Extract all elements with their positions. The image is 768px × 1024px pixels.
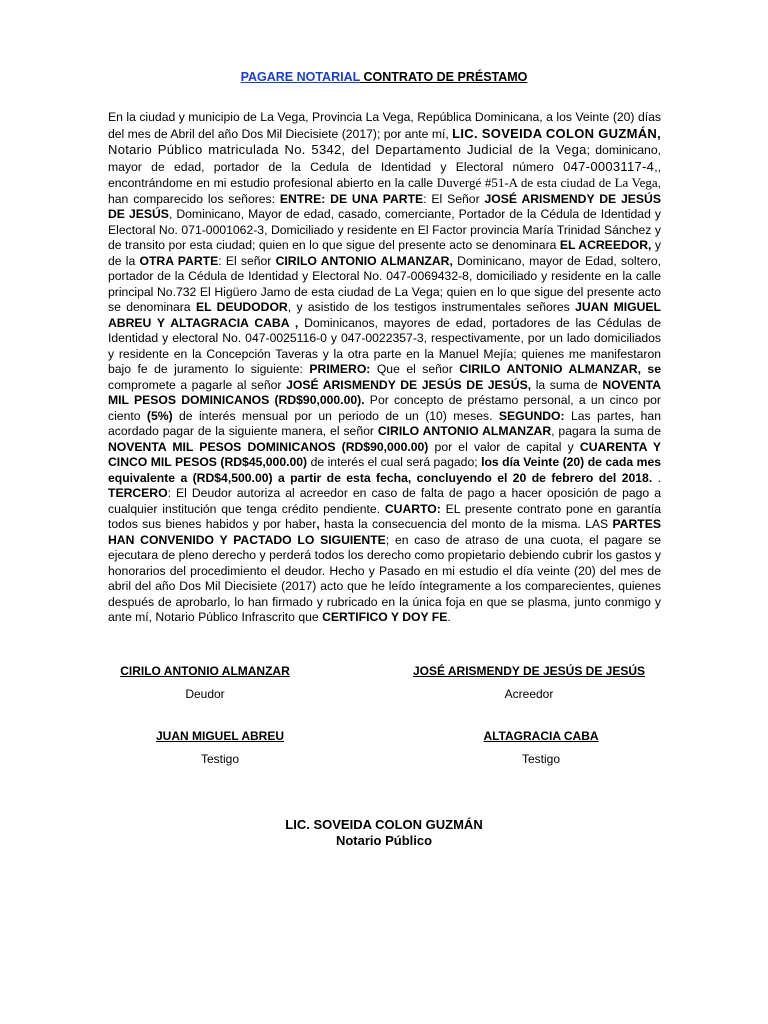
body-text: por el valor de capital y	[428, 439, 580, 454]
debtor-label: EL DEUDODOR	[195, 300, 288, 314]
clause-heading: SEGUNDO:	[498, 408, 565, 423]
body-text: Por concepto de préstamo personal, a un cinco por ciento	[108, 393, 661, 423]
signer-role: Testigo	[521, 752, 561, 766]
body-text: de interés el cual será pagado;	[307, 455, 482, 469]
signer-name: JUAN MIGUEL ABREU	[155, 729, 284, 743]
contract-body	[108, 110, 661, 626]
signer-name: CIRILO ANTONIO ALMANZAR	[120, 664, 290, 678]
loan-amount: NOVENTA MIL PESOS DOMINICANOS (RD$90,000.00).	[108, 377, 662, 407]
body-text: En la ciudad y municipio de La Vega, Provincia La Vega, República Dominicana, a los Veinte (20) días del mes de Abril del año Dos Mil Diecisiete (2017); por ante mí,	[108, 110, 661, 141]
body-text: Que el señor	[370, 362, 460, 376]
notary-title: Notario Público	[335, 833, 433, 848]
signer-name: JOSÉ ARISMENDY DE JESÚS DE JESÚS	[412, 664, 646, 678]
cedula-number: 047-0003117-4	[563, 158, 655, 174]
body-text: , pagara la suma de	[551, 424, 661, 438]
clause-heading: PARTES HAN CONVENIDO Y PACTADO LO SIGUIENTE	[108, 517, 661, 547]
body-text: , han comparecido los señores:	[108, 176, 662, 206]
body-text: , y asistido de los testigos instrumentales señores	[287, 300, 576, 314]
notary-name: LIC. SOVEIDA COLON GUZMÁN	[285, 817, 483, 832]
body-text: hasta la consecuencia del monto de la misma. LAS	[319, 517, 613, 531]
witnesses-inline: JUAN MIGUEL ABREU Y ALTAGRACIA CABA ,	[108, 300, 661, 330]
debtor-name-inline: CIRILO ANTONIO ALMANZAR, se	[459, 362, 661, 376]
notary-name-inline: LIC. SOVEIDA COLON GUZMÁN,	[452, 125, 661, 141]
body-text: .	[447, 610, 451, 624]
body-text: Notario Público matriculada No. 5342, del Departamento Judicial de la Vega	[108, 142, 587, 157]
party-heading: ENTRE: DE UNA PARTE	[279, 191, 424, 206]
body-text: : El Señor	[423, 191, 485, 206]
body-text: Dominicano, mayor de Edad, soltero, portador de la Cédula de Identidad y Electoral No. 047-0069432-8, domiciliado y residente en la calle principal No.732 El Higüero Jamo de esta ciudad de La Vega; quien en lo que sigue del presente acto se denominara	[108, 253, 661, 314]
body-text: EL presente contrato pone en garantía todos sus bienes habidos y por haber	[108, 501, 661, 531]
signature-creditor	[384, 664, 674, 701]
document-title	[0, 70, 768, 84]
signature-witness-1	[120, 729, 320, 766]
party-heading: OTRA PARTE	[139, 253, 219, 268]
notary-signature-block	[0, 817, 768, 849]
clause-heading: TERCERO	[108, 486, 168, 500]
body-text: : El señor	[218, 253, 276, 268]
body-text: .	[652, 470, 661, 485]
debtor-name-inline: CIRILO ANTONIO ALMANZAR	[377, 424, 552, 438]
interest-rate: (5%)	[146, 408, 173, 423]
signer-name: ALTAGRACIA CABA	[483, 729, 599, 743]
body-text: compromete a pagarle al señor	[108, 377, 287, 392]
payment-schedule: los día Veinte (20) de cada mes equivalente a (RD$4,500.00) a partir de esta fecha, concluyendo el 20 de febrero del 2018.	[108, 455, 662, 485]
creditor-label: EL ACREEDOR,	[559, 238, 652, 252]
interest-amount: CUARENTA Y CINCO MIL PESOS (RD$45,000.00)	[108, 439, 661, 469]
loan-amount: NOVENTA MIL PESOS DOMINICANOS (RD$90,000.00)	[108, 439, 429, 454]
signer-role: Testigo	[200, 752, 240, 766]
clause-heading: CUARTO:	[384, 501, 441, 516]
punctuation: ,	[316, 517, 320, 531]
signature-debtor	[90, 664, 320, 701]
body-text: , Dominicano, Mayor de edad, casado, comerciante, Portador de la Cédula de Identidad y Electoral No. 071-0001062-3, Domiciliado y residente en El Factor provincia María Trinidad Sánchez y de transito por esta ciudad; quien en lo que sigue del presente acto se denominara	[108, 207, 661, 252]
creditor-name-inline: JOSÉ ARISMENDY DE JESÚS DE JESÚS	[108, 191, 661, 221]
signature-witness-2	[441, 729, 641, 766]
body-text: : El Deudor autoriza al acreedor en caso de falta de pago a hacer oposición de pago a cualquier institución que tenga crédito pendiente.	[108, 486, 661, 516]
debtor-name-inline: CIRILO ANTONIO ALMANZAR,	[275, 253, 453, 268]
body-text: y de la	[108, 238, 661, 268]
clause-heading: PRIMERO:	[309, 362, 371, 376]
certification: CERTIFICO Y DOY FE	[322, 610, 448, 624]
title-link[interactable]: PAGARE NOTARIAL	[240, 70, 361, 84]
body-text: ,, encontrándome en mi estudio profesional abierto en la calle	[108, 159, 661, 190]
body-text: Las partes, han acordado pagar de la siguiente manera, el señor	[108, 408, 661, 438]
signer-role: Acreedor	[504, 687, 554, 701]
body-text: ; en caso de atraso de una cuota, el pagare se ejecutara de pleno derecho y perderá todos los derecho como propietario debiendo cubrir los gastos y honorarios del procedimiento el deudor. Hecho y Pasado en mi estudio el día veinte (20) del mes de abril del año Dos Mil Diecisiete (2017) acto que he leído íntegramente a los comparecientes, quienes después de aprobarlo, lo han firmado y rubricado en la única foja en que se plasma, junto conmigo y ante mí, Notario Público Infrascrito que	[108, 532, 661, 624]
creditor-name-inline: JOSÉ ARISMENDY DE JESÚS DE JESÚS,	[286, 377, 532, 392]
signer-role: Deudor	[185, 687, 225, 701]
body-text: de interés mensual por un periodo de un (10) meses.	[172, 408, 499, 423]
office-address: Duvergé #51-A de esta ciudad de La Vega	[436, 175, 658, 190]
title-text: CONTRATO DE PRÉSTAMO	[360, 70, 528, 84]
body-text: ; dominicano, mayor de edad, portador de la Cedula de Identidad y Electoral número	[108, 143, 661, 174]
body-text: la suma de	[531, 377, 603, 392]
body-text: Dominicanos, mayores de edad, portadores de las Cédulas de Identidad y electoral No. 047-0025116-0 y 047-0022357-3, respectivamente, por un lado domiciliados y residente en la Concepción Taveras y la otra parte en la Manuel Mejía; quienes me manifestaron bajo fe de juramento lo siguiente:	[108, 315, 661, 376]
